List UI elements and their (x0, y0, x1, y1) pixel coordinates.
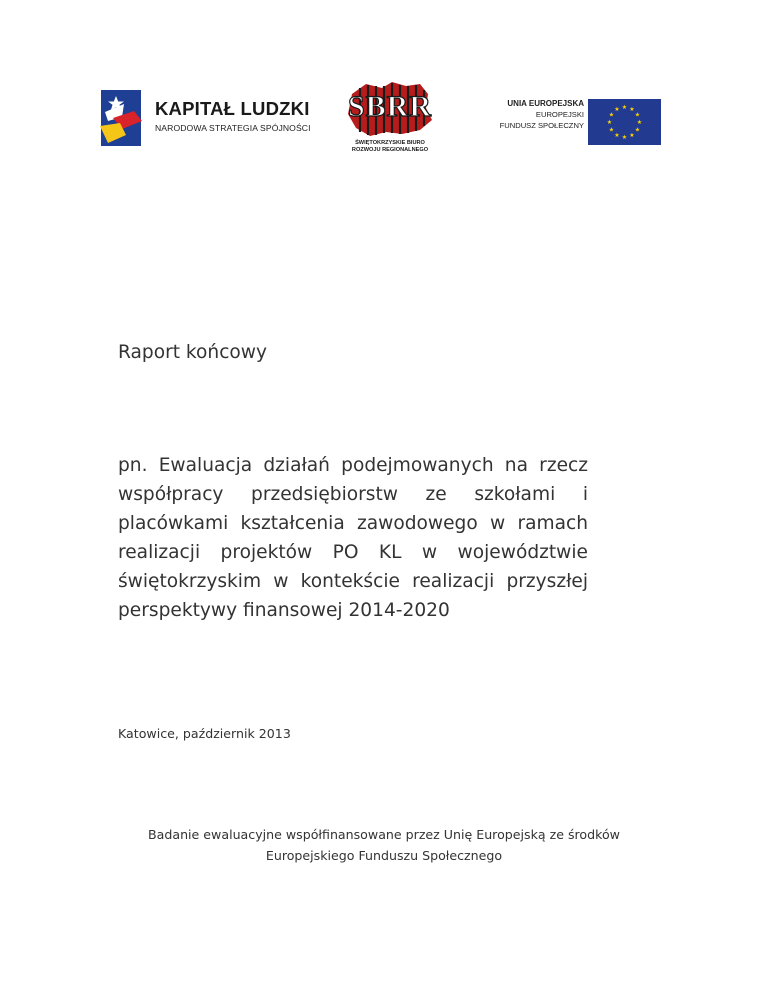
svg-text:★: ★ (636, 119, 643, 126)
svg-text:★: ★ (629, 132, 635, 139)
svg-text:★: ★ (621, 134, 628, 141)
kapital-ludzki-title: KAPITAŁ LUDZKI (155, 98, 310, 119)
funding-note (118, 824, 650, 866)
sbrr-caption-line1: ŚWIĘTOKRZYSKIE BIURO (355, 140, 425, 146)
funding-note-line2: Europejskiego Funduszu Społecznego (265, 848, 503, 863)
svg-text:★: ★ (614, 132, 620, 139)
place-and-date: Katowice, październik 2013 (118, 726, 291, 741)
svg-text:★: ★ (621, 104, 628, 111)
svg-text:★: ★ (608, 111, 615, 119)
eu-logo-line1: UNIA EUROPEJSKA (507, 99, 584, 108)
svg-text:★: ★ (634, 111, 641, 119)
sbrr-logo (330, 80, 450, 158)
svg-text:★: ★ (614, 106, 620, 113)
svg-text:★: ★ (606, 119, 613, 126)
svg-text:★: ★ (608, 126, 615, 134)
funding-note-line1: Badanie ewaluacyjne współfinansowane przez Unię Europejską ze środków (148, 827, 620, 842)
report-title: Raport końcowy (118, 342, 268, 363)
kapital-ludzki-subtitle: NARODOWA STRATEGIA SPÓJNOŚCI (155, 123, 311, 133)
sbrr-caption-line2: ROZWOJU REGIONALNEGO (351, 147, 429, 153)
svg-text:★: ★ (629, 106, 635, 113)
eu-logo-line3: FUNDUSZ SPOŁECZNY (499, 121, 584, 130)
kapital-ludzki-emblem-icon (98, 88, 146, 148)
svg-text:★: ★ (634, 126, 641, 134)
eu-flag-icon (588, 99, 661, 145)
kapital-ludzki-logo (98, 88, 318, 152)
eu-logo-line2: EUROPEJSKI (535, 110, 584, 119)
eu-logo-text (470, 98, 584, 131)
eu-logo (470, 93, 662, 147)
report-description: pn. Ewaluacja działań podejmowanych na rzecz współpracy przedsiębiorstw ze szkołami i placówkami kształcenia zawodowego w ramach realizacji projektów PO KL w województwie świętokrzyskim w kontekście realizacji przyszłej perspektywy finansowej 2014-2020 (118, 455, 588, 621)
sbrr-acronym: SBRR (347, 90, 433, 123)
